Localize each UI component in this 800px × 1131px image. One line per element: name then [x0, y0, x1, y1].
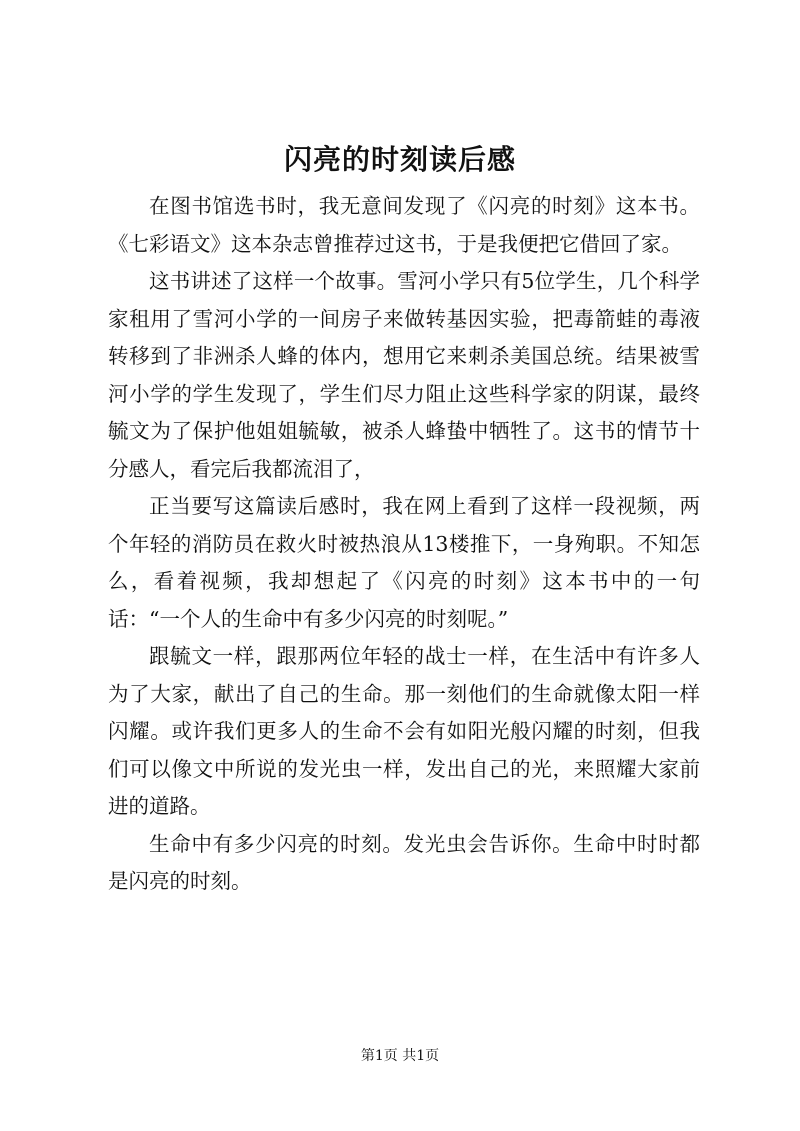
paragraph-3: 正当要写这篇读后感时，我在网上看到了这样一段视频，两个年轻的消防员在救火时被热浪从13楼推下，一身殉职。不知怎么，看着视频，我却想起了《闪亮的时刻》这本书中的一句话：“一个人的生命中有多少闪亮的时刻呢。”	[108, 494, 700, 631]
paragraph-1: 在图书馆选书时，我无意间发现了《闪亮的时刻》这本书。《七彩语文》这本杂志曾推荐过这书，于是我便把它借回了家。	[108, 194, 700, 256]
paragraph-2: 这书讲述了这样一个故事。雪河小学只有5位学生，几个科学家租用了雪河小学的一间房子来做转基因实验，把毒箭蛙的毒液转移到了非洲杀人蜂的体内，想用它来刺杀美国总统。结果被雪河小学的学生发现了，学生们尽力阻止这些科学家的阴谋，最终毓文为了保护他姐姐毓敏，被杀人蜂蛰中牺牲了。这书的情节十分感人，看完后我都流泪了，	[108, 269, 700, 481]
paragraph-5: 生命中有多少闪亮的时刻。发光虫会告诉你。生命中时时都是闪亮的时刻。	[108, 831, 700, 893]
document-body	[108, 188, 700, 901]
paragraph-4: 跟毓文一样，跟那两位年轻的战士一样，在生活中有许多人为了大家，献出了自己的生命。那一刻他们的生命就像太阳一样闪耀。或许我们更多人的生命不会有如阳光般闪耀的时刻，但我们可以像文中所说的发光虫一样，发出自己的光，来照耀大家前进的道路。	[108, 644, 700, 818]
document-title: 闪亮的时刻读后感	[283, 143, 516, 176]
page-footer: 第1页 共1页	[360, 1048, 440, 1064]
